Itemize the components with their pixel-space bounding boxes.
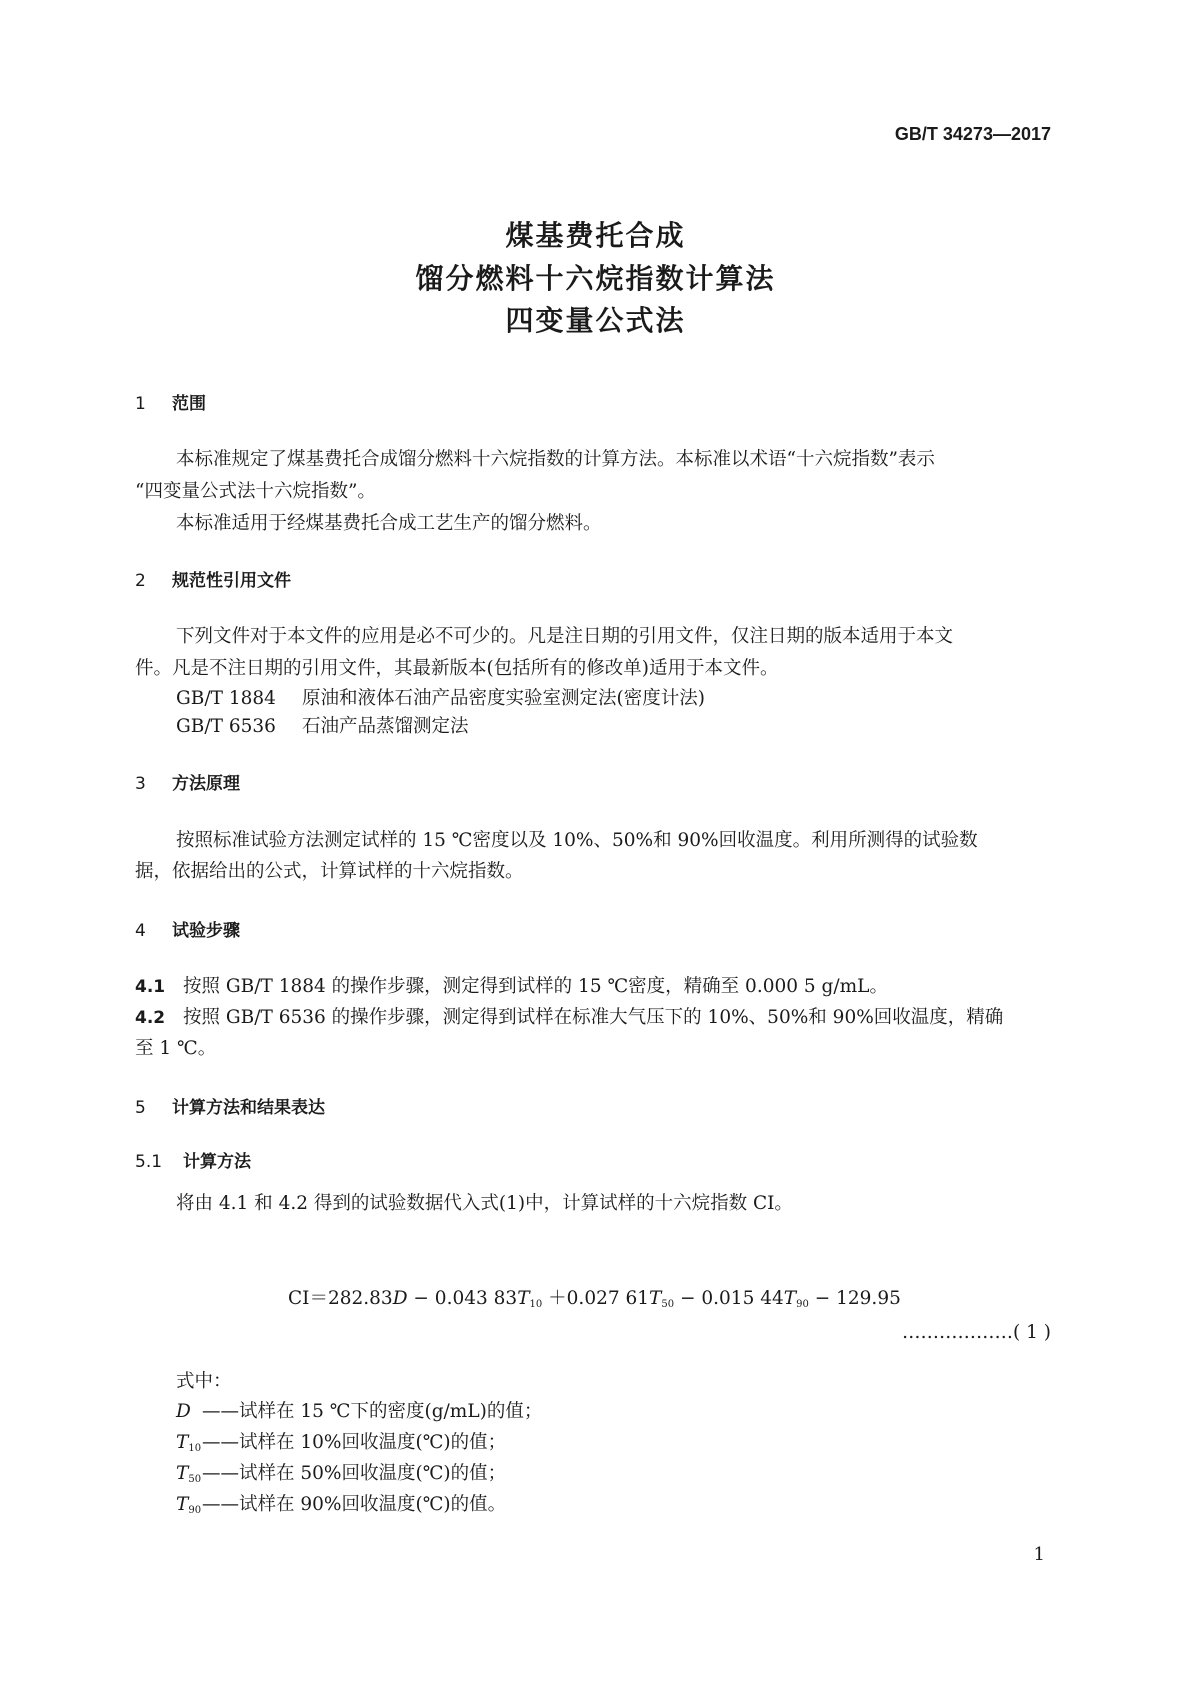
paragraph: “四变量公式法十六烷指数”。 xyxy=(135,481,376,502)
section-heading-procedure xyxy=(135,916,240,941)
formula-term: − 0.043 83 xyxy=(407,1288,518,1309)
reference-title: 原油和液体石油产品密度实验室测定法(密度计法) xyxy=(302,688,705,709)
clause-text: 按照 GB/T 6536 的操作步骤，测定得到试样在标准大气压下的 10%、50%和 90%回收温度，精确 xyxy=(183,1007,1004,1028)
symbol-definition xyxy=(176,1459,506,1485)
section-title: 规范性引用文件 xyxy=(172,571,291,591)
formula-variable: D xyxy=(392,1288,408,1309)
document-title-line-3: 四变量公式法 xyxy=(505,304,686,337)
symbol-description: ——试样在 50%回收温度(℃)的值； xyxy=(202,1463,507,1484)
symbol-definition xyxy=(176,1397,542,1423)
clause-text: 按照 GB/T 1884 的操作步骤，测定得到试样的 15 ℃密度，精确至 0.000 5 g/mL。 xyxy=(183,976,888,997)
section-title: 计算方法和结果表达 xyxy=(172,1098,325,1118)
symbol: $T_{90}$ xyxy=(176,1494,202,1516)
reference-code: GB/T 1884 xyxy=(176,688,276,709)
paragraph: 据，依据给出的公式，计算试样的十六烷指数。 xyxy=(135,861,524,882)
formula-subscript: 10 xyxy=(529,1299,543,1310)
formula-term: ＋0.027 61 xyxy=(542,1288,650,1309)
subsection-heading-calculation-method xyxy=(135,1147,251,1172)
formula-variable: T xyxy=(517,1288,530,1309)
clause-number: 4.2 xyxy=(135,1008,166,1028)
section-heading-normative-references xyxy=(135,566,291,591)
formula-term: − 129.95 xyxy=(808,1288,901,1309)
section-number: 4 xyxy=(135,921,146,941)
standard-number: GB/T 34273—2017 xyxy=(894,124,1051,144)
symbol-description: ——试样在 90%回收温度(℃)的值。 xyxy=(202,1494,507,1515)
paragraph: 本标准适用于经煤基费托合成工艺生产的馏分燃料。 xyxy=(176,513,602,534)
reference-entry xyxy=(176,712,469,738)
section-heading-calculation xyxy=(135,1093,325,1118)
formula-term: CI＝282.83 xyxy=(288,1288,393,1309)
formula-variable: T xyxy=(649,1288,662,1309)
reference-entry xyxy=(176,684,705,710)
formula-variable: T xyxy=(783,1288,797,1309)
formula-subscript: 50 xyxy=(661,1299,675,1310)
clause-4-2 xyxy=(135,1003,1003,1029)
paragraph: 本标准规定了煤基费托合成馏分燃料十六烷指数的计算方法。本标准以术语“十六烷指数”表示 xyxy=(176,449,935,470)
section-title: 范围 xyxy=(172,394,206,414)
document-title-line-2: 馏分燃料十六烷指数计算法 xyxy=(415,262,776,295)
symbol-definition xyxy=(176,1490,506,1516)
subsection-title: 计算方法 xyxy=(183,1152,251,1172)
formula-subscript: 90 xyxy=(796,1299,809,1310)
section-heading-scope xyxy=(135,389,206,414)
equation-number: ………………( 1 ) xyxy=(902,1322,1051,1343)
clause-4-1 xyxy=(135,972,888,998)
paragraph: 按照标准试验方法测定试样的 15 ℃密度以及 10%、50%和 90%回收温度。利用所测得的试验数 xyxy=(176,830,978,851)
section-number: 2 xyxy=(135,571,146,591)
paragraph: 件。凡是不注日期的引用文件，其最新版本(包括所有的修改单)适用于本文件。 xyxy=(135,658,779,679)
section-number: 5 xyxy=(135,1098,146,1118)
symbol-definition xyxy=(176,1428,506,1454)
paragraph: 将由 4.1 和 4.2 得到的试验数据代入式(1)中，计算试样的十六烷指数 CI。 xyxy=(176,1193,793,1214)
subsection-number: 5.1 xyxy=(135,1152,163,1172)
symbol-description: ——试样在 10%回收温度(℃)的值； xyxy=(202,1432,507,1453)
document-title-line-1: 煤基费托合成 xyxy=(505,219,686,252)
paragraph: 下列文件对于本文件的应用是必不可少的。凡是注日期的引用文件，仅注日期的版本适用于本文 xyxy=(176,626,954,647)
section-number: 3 xyxy=(135,774,146,794)
page-number: 1 xyxy=(1033,1544,1045,1565)
section-title: 方法原理 xyxy=(172,774,240,794)
reference-title: 石油产品蒸馏测定法 xyxy=(302,716,469,737)
section-number: 1 xyxy=(135,394,146,414)
section-heading-principle xyxy=(135,769,240,794)
symbol: $T_{50}$ xyxy=(176,1463,202,1485)
formula-term: − 0.015 44 xyxy=(674,1288,784,1309)
clause-number: 4.1 xyxy=(135,977,166,997)
symbol-description: ——试样在 15 ℃下的密度(g/mL)的值； xyxy=(202,1401,543,1422)
symbol: $T_{10}$ xyxy=(176,1432,202,1454)
symbol: D xyxy=(176,1401,191,1422)
cetane-index-formula xyxy=(288,1284,901,1310)
section-title: 试验步骤 xyxy=(172,921,240,941)
where-label: 式中： xyxy=(176,1371,232,1392)
clause-text-continued: 至 1 ℃。 xyxy=(135,1038,217,1059)
reference-code: GB/T 6536 xyxy=(176,716,276,737)
